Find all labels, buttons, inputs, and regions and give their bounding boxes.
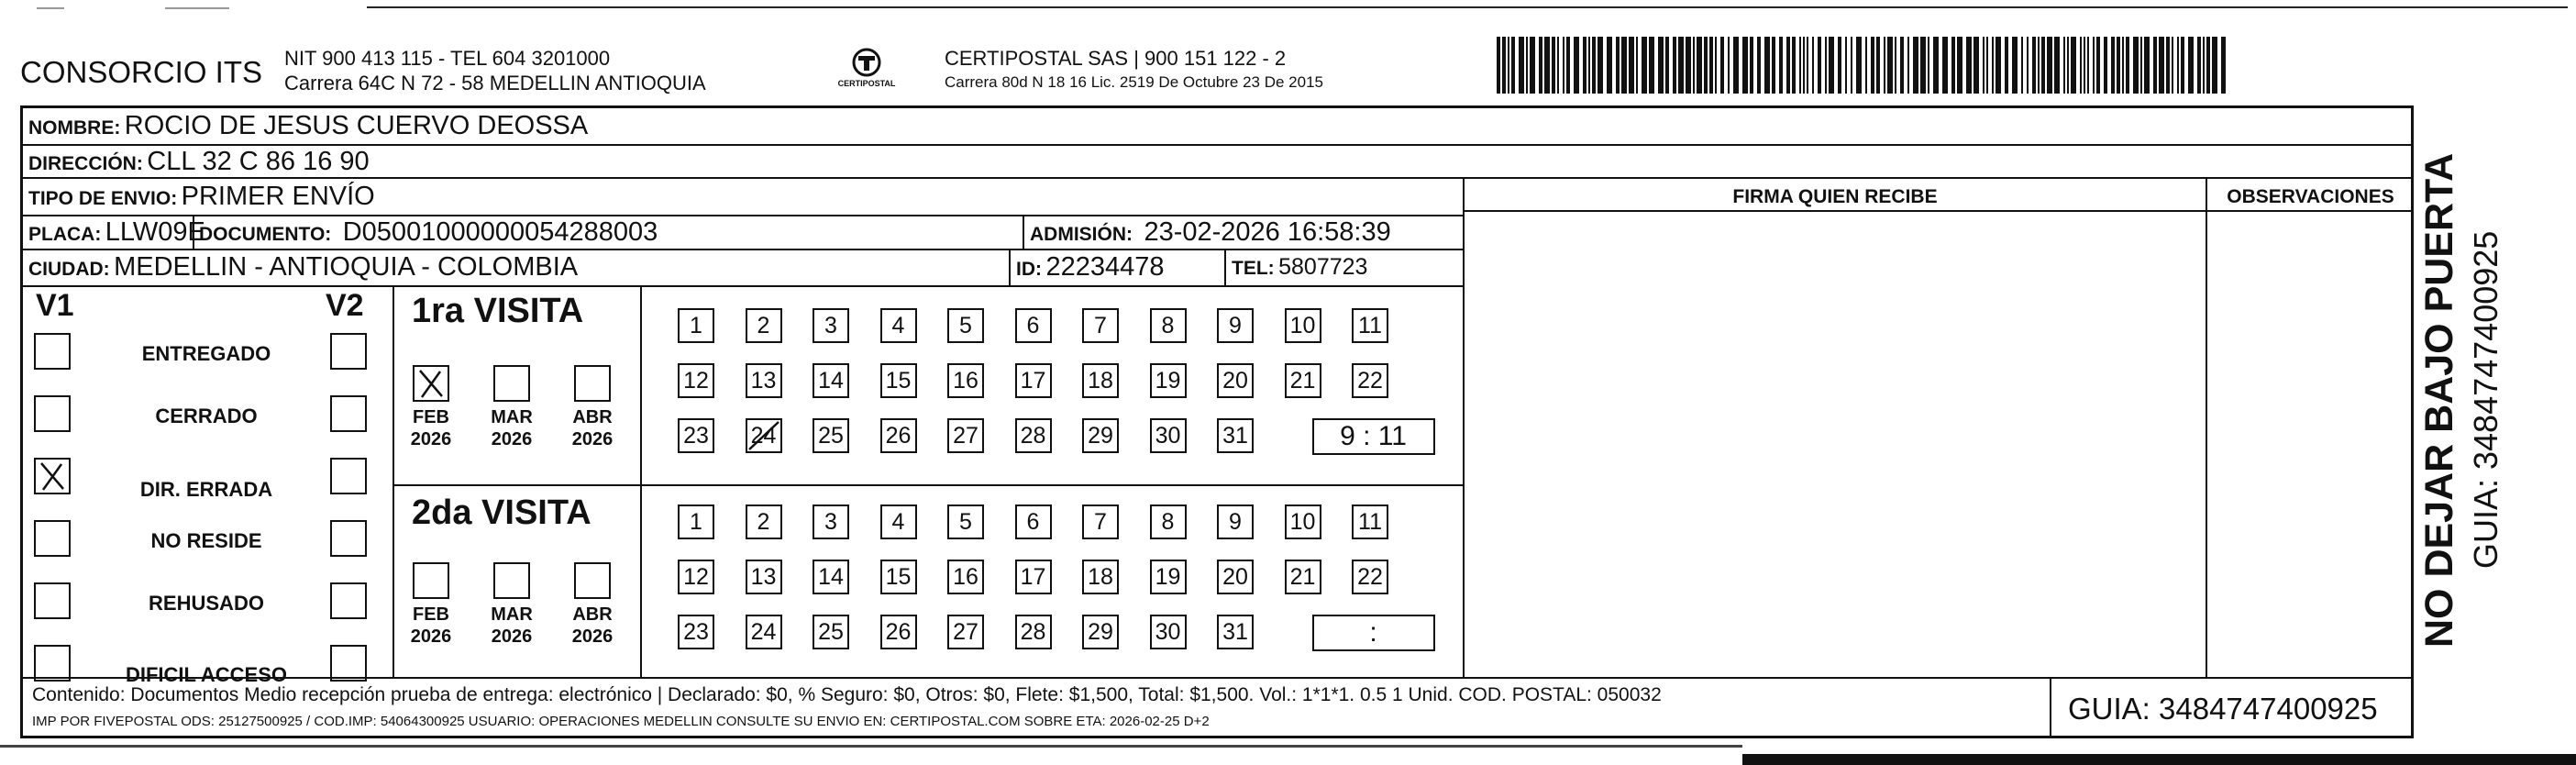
barcode-bar	[2032, 37, 2036, 94]
barcode-bar	[2177, 37, 2179, 94]
barcode-bar	[1497, 37, 1500, 94]
barcode-bar	[2080, 37, 2082, 94]
month-label: ABR 2026	[571, 407, 614, 449]
day-box: 7	[1082, 308, 1119, 343]
barcode-bar	[2166, 37, 2170, 94]
row-divider	[23, 677, 2414, 679]
barcode-bar	[1973, 37, 1979, 94]
day-box: 8	[1150, 504, 1187, 539]
col-divider	[1009, 249, 1011, 285]
nombre-field	[28, 111, 588, 141]
day-box: 31	[1217, 615, 1254, 649]
ciudad-label: CIUDAD:	[28, 259, 110, 280]
barcode-bar	[1876, 37, 1880, 94]
barcode-bar	[2087, 37, 2089, 94]
col-divider	[1023, 215, 1024, 249]
barcode-bar	[1539, 37, 1542, 94]
top-stroke	[37, 7, 64, 9]
barcode-bar	[1592, 37, 1596, 94]
documento-field	[199, 217, 658, 248]
day-box: 27	[947, 418, 984, 453]
v2-checkbox	[330, 645, 367, 682]
day-box: 2	[746, 308, 782, 343]
v1-checkbox	[34, 520, 71, 557]
day-box: 23	[678, 615, 714, 649]
status-label: NO RESIDE	[150, 529, 262, 552]
month-checkbox	[493, 365, 530, 402]
day-box: 10	[1285, 504, 1321, 539]
v1-checkbox	[34, 582, 71, 619]
barcode-bar	[1649, 37, 1654, 94]
month-checkbox	[493, 562, 530, 599]
barcode-bar	[1986, 37, 1988, 94]
barcode-bar	[1803, 37, 1805, 94]
footer-guia: GUIA: 3484747400925	[2068, 692, 2378, 726]
barcode-bar	[1544, 37, 1550, 94]
barcode-bar	[1851, 37, 1852, 94]
nombre-value: ROCIO DE JESUS CUERVO DEOSSA	[124, 111, 589, 140]
barcode-bar	[1530, 37, 1535, 94]
day-box: 27	[947, 615, 984, 649]
barcode-bar	[1792, 37, 1796, 94]
barcode-bar	[1583, 37, 1587, 94]
day-box: 26	[880, 615, 917, 649]
direccion-field	[28, 147, 370, 177]
tipo-envio-label: TIPO DE ENVIO:	[28, 188, 178, 209]
v2-checkbox	[330, 458, 367, 494]
barcode-bar	[1566, 37, 1570, 94]
barcode-bar	[2096, 37, 2100, 94]
barcode-bar	[1920, 37, 1926, 94]
day-box: 3	[813, 308, 849, 343]
day-box: 13	[746, 560, 782, 594]
first-visit-time: 9 : 11	[1312, 418, 1435, 455]
barcode	[1497, 37, 2226, 94]
day-box: 30	[1150, 615, 1187, 649]
company-name: CONSORCIO ITS	[20, 55, 263, 89]
month-checkbox	[413, 365, 449, 402]
barcode-bar	[1563, 37, 1564, 94]
month-label: MAR 2026	[491, 407, 533, 449]
ciudad-field	[28, 252, 578, 283]
day-box: 29	[1082, 418, 1119, 453]
barcode-bar	[2206, 37, 2210, 94]
barcode-bar	[2027, 37, 2029, 94]
barcode-bar	[2221, 37, 2226, 94]
barcode-bar	[2104, 37, 2107, 94]
day-box: 24	[746, 615, 782, 649]
day-box: 12	[678, 560, 714, 594]
tipo-envio-value: PRIMER ENVÍO	[181, 182, 375, 211]
day-box: 21	[1285, 363, 1321, 398]
day-box: 17	[1015, 560, 1052, 594]
barcode-bar	[1856, 37, 1862, 94]
barcode-bar	[1607, 37, 1612, 94]
barcode-bar	[2126, 37, 2129, 94]
barcode-bar	[2041, 37, 2045, 94]
direccion-label: DIRECCIÓN:	[28, 153, 143, 174]
day-box: 22	[1352, 363, 1388, 398]
col-divider	[392, 285, 394, 677]
row-divider	[23, 285, 1463, 287]
month-label: FEB 2026	[410, 604, 452, 647]
barcode-bar	[1686, 37, 1691, 94]
id-value: 22234478	[1045, 252, 1165, 282]
day-box: 7	[1082, 504, 1119, 539]
ciudad-value: MEDELLIN - ANTIOQUIA - COLOMBIA	[114, 252, 579, 282]
day-box: 14	[813, 363, 849, 398]
day-box: 16	[947, 560, 984, 594]
col-divider	[2050, 677, 2051, 738]
status-label: DIR. ERRADA	[139, 478, 273, 501]
barcode-bar	[1996, 37, 2001, 94]
day-box: 4	[880, 504, 917, 539]
day-box: 6	[1015, 308, 1052, 343]
status-label: REHUSADO	[149, 592, 264, 615]
barcode-bar	[1871, 37, 1874, 94]
v2-checkbox	[330, 333, 367, 370]
barcode-bar	[1715, 37, 1717, 94]
placa-value: LLW09E	[105, 217, 205, 247]
col-divider	[1224, 249, 1226, 285]
barcode-bar	[2172, 37, 2173, 94]
barcode-bar	[1829, 37, 1834, 94]
barcode-bar	[1951, 37, 1955, 94]
day-box: 1	[678, 308, 714, 343]
day-box: 20	[1217, 363, 1254, 398]
admision-value: 23-02-2026 16:58:39	[1144, 217, 1391, 247]
month-checkbox	[574, 562, 611, 599]
day-box: 18	[1082, 363, 1119, 398]
top-stroke	[165, 7, 229, 9]
barcode-bar	[1825, 37, 1827, 94]
day-box: 24	[746, 418, 782, 453]
day-box: 11	[1352, 504, 1388, 539]
barcode-bar	[2133, 37, 2139, 94]
v1-header: V1	[36, 288, 74, 323]
day-box: 19	[1150, 560, 1187, 594]
barcode-bar	[1812, 37, 1814, 94]
day-box: 26	[880, 418, 917, 453]
certipostal-address: Carrera 80d N 18 16 Lic. 2519 De Octubre 23 De 2015	[945, 73, 1323, 91]
day-box: 6	[1015, 504, 1052, 539]
day-box: 14	[813, 560, 849, 594]
day-box: 5	[947, 308, 984, 343]
day-box: 22	[1352, 560, 1388, 594]
barcode-bar	[1665, 37, 1669, 94]
v1-checkbox	[34, 333, 71, 370]
barcode-bar	[1704, 37, 1708, 94]
barcode-bar	[1957, 37, 1962, 94]
row-divider	[23, 215, 1463, 216]
placa-field	[28, 217, 205, 248]
barcode-bar	[2012, 37, 2018, 94]
barcode-bar	[2203, 37, 2205, 94]
day-box: 10	[1285, 308, 1321, 343]
day-box: 29	[1082, 615, 1119, 649]
day-box: 31	[1217, 418, 1254, 453]
status-label: ENTREGADO	[141, 342, 271, 365]
barcode-bar	[2054, 37, 2060, 94]
barcode-bar	[2153, 37, 2157, 94]
barcode-bar	[1764, 37, 1770, 94]
day-box: 19	[1150, 363, 1187, 398]
tel-value: 5807723	[1278, 254, 1368, 280]
day-box: 21	[1285, 560, 1321, 594]
barcode-bar	[1621, 37, 1627, 94]
barcode-bar	[1709, 37, 1713, 94]
barcode-bar	[2144, 37, 2150, 94]
v1-checkbox	[34, 458, 71, 494]
v1-checkbox	[34, 395, 71, 432]
v2-checkbox	[330, 582, 367, 619]
v2-header: V2	[326, 288, 364, 323]
tipo-envio-field	[28, 182, 375, 212]
status-label: CERRADO	[155, 405, 258, 427]
barcode-bar	[1552, 37, 1555, 94]
barcode-bar	[1658, 37, 1664, 94]
status-label: DIFICIL ACCESO	[125, 663, 287, 686]
logo-text: CERTIPOSTAL	[837, 79, 896, 88]
day-box: 9	[1217, 308, 1254, 343]
barcode-bar	[1557, 37, 1559, 94]
observaciones-header: OBSERVACIONES	[2227, 186, 2394, 207]
day-mark-icon	[747, 420, 780, 451]
barcode-bar	[2117, 37, 2120, 94]
barcode-bar	[1629, 37, 1634, 94]
barcode-bar	[2021, 37, 2023, 94]
barcode-bar	[1519, 37, 1524, 94]
row-divider	[1463, 210, 2414, 212]
day-box: 25	[813, 418, 849, 453]
visit-divider	[392, 484, 1463, 486]
barcode-bar	[1884, 37, 1885, 94]
barcode-bar	[1757, 37, 1761, 94]
barcode-bar	[1511, 37, 1515, 94]
admision-label: ADMISIÓN:	[1030, 224, 1133, 245]
barcode-bar	[1933, 37, 1939, 94]
barcode-bar	[1750, 37, 1753, 94]
day-box: 28	[1015, 418, 1052, 453]
barcode-bar	[1642, 37, 1647, 94]
day-box: 20	[1217, 560, 1254, 594]
bottom-edge	[0, 745, 1742, 748]
month-label: ABR 2026	[571, 604, 614, 647]
month-label: MAR 2026	[491, 604, 533, 647]
row-divider	[23, 249, 1463, 250]
barcode-bar	[2067, 37, 2069, 94]
barcode-bar	[1966, 37, 1972, 94]
barcode-bar	[1838, 37, 1841, 94]
day-box: 28	[1015, 615, 1052, 649]
day-box: 4	[880, 308, 917, 343]
second-visit-time: :	[1312, 615, 1435, 651]
check-mark-icon	[36, 460, 69, 493]
barcode-bar	[2122, 37, 2124, 94]
second-visit-title: 2da VISITA	[412, 493, 591, 532]
no-dejar-warning: NO DEJAR BAJO PUERTA	[2417, 152, 2461, 648]
admision-field	[1030, 217, 1391, 248]
barcode-bar	[2212, 37, 2217, 94]
id-field	[1016, 252, 1164, 283]
col-divider	[2206, 177, 2207, 677]
barcode-bar	[1772, 37, 1775, 94]
barcode-bar	[2071, 37, 2076, 94]
barcode-bar	[1913, 37, 1918, 94]
barcode-bar	[1693, 37, 1695, 94]
content-details: Contenido: Documentos Medio recepción prueba de entrega: electrónico | Declarado: $0, % Seguro: $0, Otros: $0, Flete: $1,500, Total: $1,500. Vol.: 1*1*1. 0.5 1 Unid. COD. POSTAL: 050032	[32, 684, 1662, 705]
certipostal-line: CERTIPOSTAL SAS | 900 151 122 - 2	[945, 47, 1287, 70]
day-box: 9	[1217, 504, 1254, 539]
day-box: 8	[1150, 308, 1187, 343]
certipostal-logo	[825, 44, 908, 101]
day-box: 15	[880, 560, 917, 594]
nombre-label: NOMBRE:	[28, 117, 121, 139]
barcode-bar	[1928, 37, 1929, 94]
v2-checkbox	[330, 520, 367, 557]
barcode-bar	[1942, 37, 1948, 94]
documento-value: D05001000000054288003	[342, 217, 658, 247]
barcode-bar	[1742, 37, 1748, 94]
barcode-bar	[1728, 37, 1730, 94]
tel-field	[1232, 254, 1367, 281]
barcode-bar	[2159, 37, 2164, 94]
v2-checkbox	[330, 395, 367, 432]
barcode-bar	[1508, 37, 1509, 94]
barcode-bar	[1895, 37, 1896, 94]
day-box: 13	[746, 363, 782, 398]
barcode-bar	[1786, 37, 1790, 94]
month-label: FEB 2026	[410, 407, 452, 449]
row-divider	[23, 177, 2414, 179]
barcode-bar	[1733, 37, 1739, 94]
shipment-form	[20, 105, 2414, 738]
bottom-edge	[1742, 754, 2576, 765]
side-guia: GUIA: 3484747400925	[2467, 230, 2504, 569]
barcode-bar	[2038, 37, 2040, 94]
nit-line: NIT 900 413 115 - TEL 604 3201000	[284, 47, 611, 70]
day-box: 11	[1352, 308, 1388, 343]
first-visit-title: 1ra VISITA	[412, 292, 584, 330]
day-box: 12	[678, 363, 714, 398]
barcode-bar	[2063, 37, 2065, 94]
day-box: 23	[678, 418, 714, 453]
day-box: 25	[813, 615, 849, 649]
barcode-bar	[1799, 37, 1801, 94]
barcode-bar	[1588, 37, 1590, 94]
placa-label: PLACA:	[28, 224, 102, 245]
barcode-bar	[2140, 37, 2142, 94]
barcode-bar	[2005, 37, 2008, 94]
barcode-bar	[1636, 37, 1638, 94]
col-divider	[1463, 177, 1465, 677]
month-checkbox	[413, 562, 449, 599]
day-box: 15	[880, 363, 917, 398]
barcode-bar	[1616, 37, 1620, 94]
barcode-bar	[2188, 37, 2194, 94]
barcode-bar	[1598, 37, 1603, 94]
id-label: ID:	[1016, 259, 1042, 280]
barcode-bar	[1673, 37, 1676, 94]
month-checkbox	[574, 365, 611, 402]
day-box: 3	[813, 504, 849, 539]
v1-checkbox	[34, 645, 71, 682]
barcode-bar	[1992, 37, 1994, 94]
top-line	[367, 6, 2568, 8]
barcode-bar	[1807, 37, 1808, 94]
barcode-bar	[1779, 37, 1783, 94]
barcode-bar	[1526, 37, 1528, 94]
barcode-bar	[1818, 37, 1821, 94]
barcode-bar	[1678, 37, 1684, 94]
barcode-bar	[1887, 37, 1893, 94]
barcode-bar	[1900, 37, 1904, 94]
barcode-bar	[2047, 37, 2052, 94]
day-box: 18	[1082, 560, 1119, 594]
col-divider	[640, 285, 642, 677]
print-details: IMP POR FIVEPOSTAL ODS: 25127500925 / COD.IMP: 54064300925 USUARIO: OPERACIONES MEDELLIN CONSULTE SU ENVIO EN: CERTIPOSTAL.COM SOBRE ETA: 2026-02-25 D+2	[32, 714, 1210, 729]
check-mark-icon	[415, 367, 448, 400]
documento-label: DOCUMENTO:	[199, 224, 332, 245]
day-box: 16	[947, 363, 984, 398]
day-box: 30	[1150, 418, 1187, 453]
tel-label: TEL:	[1232, 258, 1275, 279]
barcode-bar	[1502, 37, 1506, 94]
barcode-bar	[1907, 37, 1909, 94]
barcode-bar	[2197, 37, 2201, 94]
barcode-bar	[2093, 37, 2095, 94]
barcode-bar	[1697, 37, 1702, 94]
address-line: Carrera 64C N 72 - 58 MEDELLIN ANTIOQUIA	[284, 72, 706, 94]
day-box: 5	[947, 504, 984, 539]
day-box: 17	[1015, 363, 1052, 398]
certipostal-logo-icon	[825, 44, 908, 101]
barcode-bar	[2181, 37, 2184, 94]
barcode-bar	[1574, 37, 1579, 94]
direccion-value: CLL 32 C 86 16 90	[147, 147, 370, 176]
day-box: 2	[746, 504, 782, 539]
day-box: 1	[678, 504, 714, 539]
barcode-bar	[1865, 37, 1867, 94]
barcode-bar	[1983, 37, 1985, 94]
row-divider	[23, 144, 2414, 146]
barcode-bar	[1845, 37, 1847, 94]
barcode-bar	[2111, 37, 2115, 94]
firma-header: FIRMA QUIEN RECIBE	[1732, 186, 1938, 207]
barcode-bar	[2084, 37, 2085, 94]
barcode-bar	[1720, 37, 1724, 94]
